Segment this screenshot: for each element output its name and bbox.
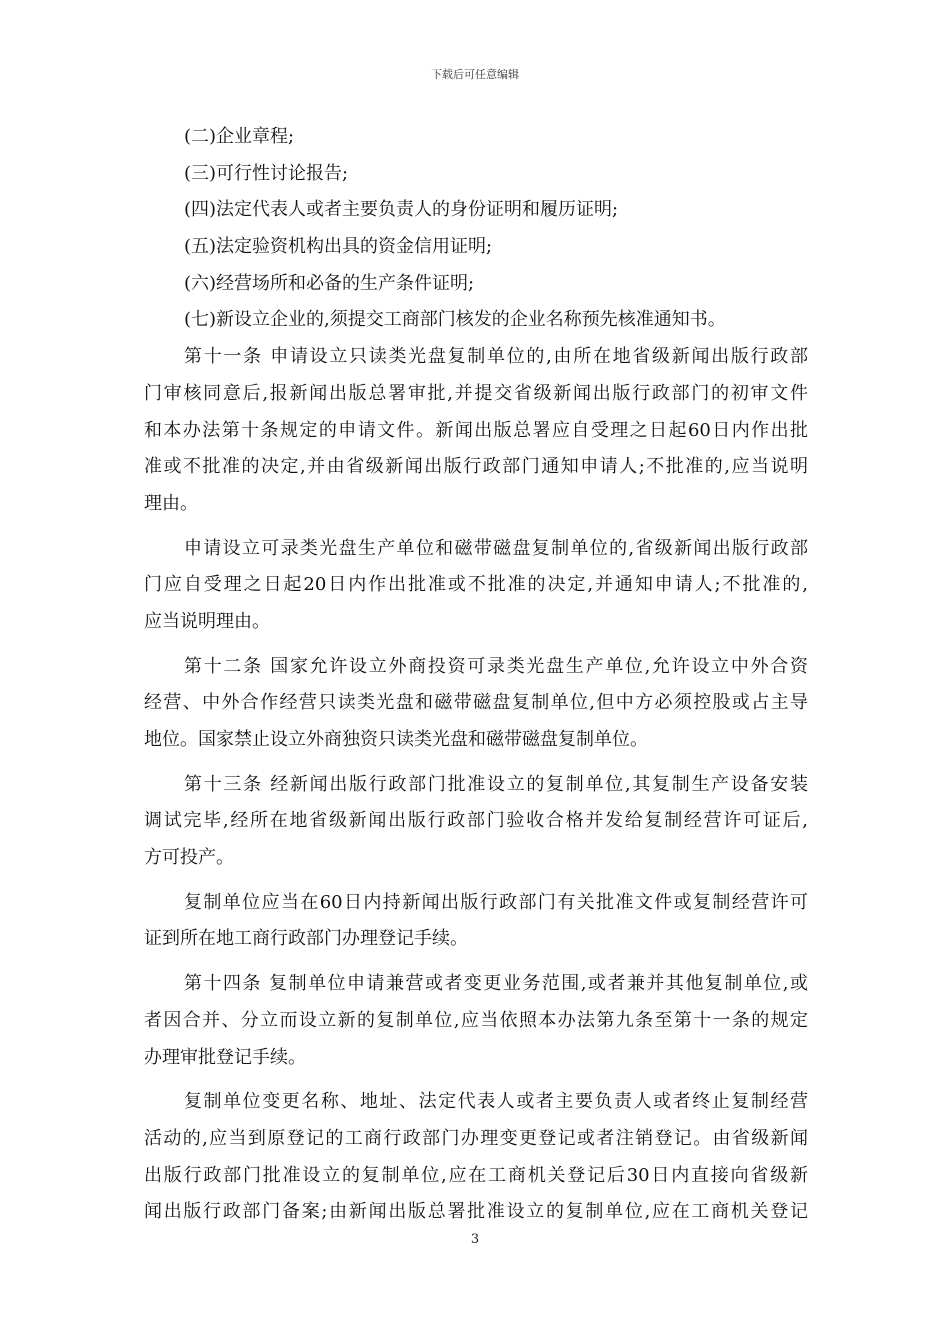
list-item: (六)经营场所和必备的生产条件证明; bbox=[184, 272, 475, 294]
article-11-line: 准或不批准的决定,并由省级新闻出版行政部门通知申请人;不批准的,应当说明 bbox=[144, 456, 808, 478]
list-item: (三)可行性讨论报告; bbox=[184, 162, 349, 184]
list-item: (七)新设立企业的,须提交工商部门核发的企业名称预先核准通知书。 bbox=[184, 309, 726, 331]
article-11-line: 和本办法第十条规定的申请文件。新闻出版总署应自受理之日起60日内作出批 bbox=[144, 419, 808, 441]
paragraph-line: 门应自受理之日起20日内作出批准或不批准的决定,并通知申请人;不批准的, bbox=[144, 574, 808, 596]
list-item: (四)法定代表人或者主要负责人的身份证明和履历证明; bbox=[184, 199, 619, 221]
paragraph-line: 复制单位变更名称、地址、法定代表人或者主要负责人或者终止复制经营 bbox=[184, 1091, 808, 1113]
paragraph-line: 闻出版行政部门备案;由新闻出版总署批准设立的复制单位,应在工商机关登记 bbox=[144, 1201, 808, 1223]
article-12-line: 地位。国家禁止设立外商独资只读类光盘和磁带磁盘复制单位。 bbox=[144, 729, 648, 750]
paragraph-line: 申请设立可录类光盘生产单位和磁带磁盘复制单位的,省级新闻出版行政部 bbox=[184, 537, 808, 559]
article-13-line: 调试完毕,经所在地省级新闻出版行政部门验收合格并发给复制经营许可证后, bbox=[144, 810, 808, 832]
page-header: 下载后可任意编辑 bbox=[431, 68, 519, 81]
article-13-line: 方可投产。 bbox=[144, 847, 234, 869]
list-item: (二)企业章程; bbox=[184, 126, 295, 147]
paragraph-line: 证到所在地工商行政部门办理登记手续。 bbox=[144, 928, 468, 950]
article-11-line: 门审核同意后,报新闻出版总署审批,并提交省级新闻出版行政部门的初审文件 bbox=[144, 382, 808, 404]
article-14-line: 第十四条 复制单位申请兼营或者变更业务范围,或者兼并其他复制单位,或 bbox=[184, 973, 808, 995]
article-13-line: 第十三条 经新闻出版行政部门批准设立的复制单位,其复制生产设备安装 bbox=[184, 773, 808, 795]
document-body bbox=[144, 119, 808, 1231]
list-item: (五)法定验资机构出具的资金信用证明; bbox=[184, 236, 493, 258]
paragraph-line: 应当说明理由。 bbox=[144, 610, 270, 632]
article-14-line: 办理审批登记手续。 bbox=[144, 1046, 306, 1068]
article-12-line: 第十二条 国家允许设立外商投资可录类光盘生产单位,允许设立中外合资 bbox=[184, 655, 808, 677]
article-11-line: 第十一条 申请设立只读类光盘复制单位的,由所在地省级新闻出版行政部 bbox=[184, 346, 808, 368]
article-14-line: 者因合并、分立而设立新的复制单位,应当依照本办法第九条至第十一条的规定 bbox=[144, 1009, 808, 1031]
page-number: 3 bbox=[470, 1232, 480, 1247]
article-11-line: 理由。 bbox=[144, 492, 198, 514]
article-12-line: 经营、中外合作经营只读类光盘和磁带磁盘复制单位,但中方必须控股或占主导 bbox=[144, 692, 808, 714]
paragraph-line: 出版行政部门批准设立的复制单位,应在工商机关登记后30日内直接向省级新 bbox=[144, 1164, 808, 1186]
paragraph-line: 复制单位应当在60日内持新闻出版行政部门有关批准文件或复制经营许可 bbox=[184, 891, 808, 913]
paragraph-line: 活动的,应当到原登记的工商行政部门办理变更登记或者注销登记。由省级新闻 bbox=[144, 1127, 808, 1149]
